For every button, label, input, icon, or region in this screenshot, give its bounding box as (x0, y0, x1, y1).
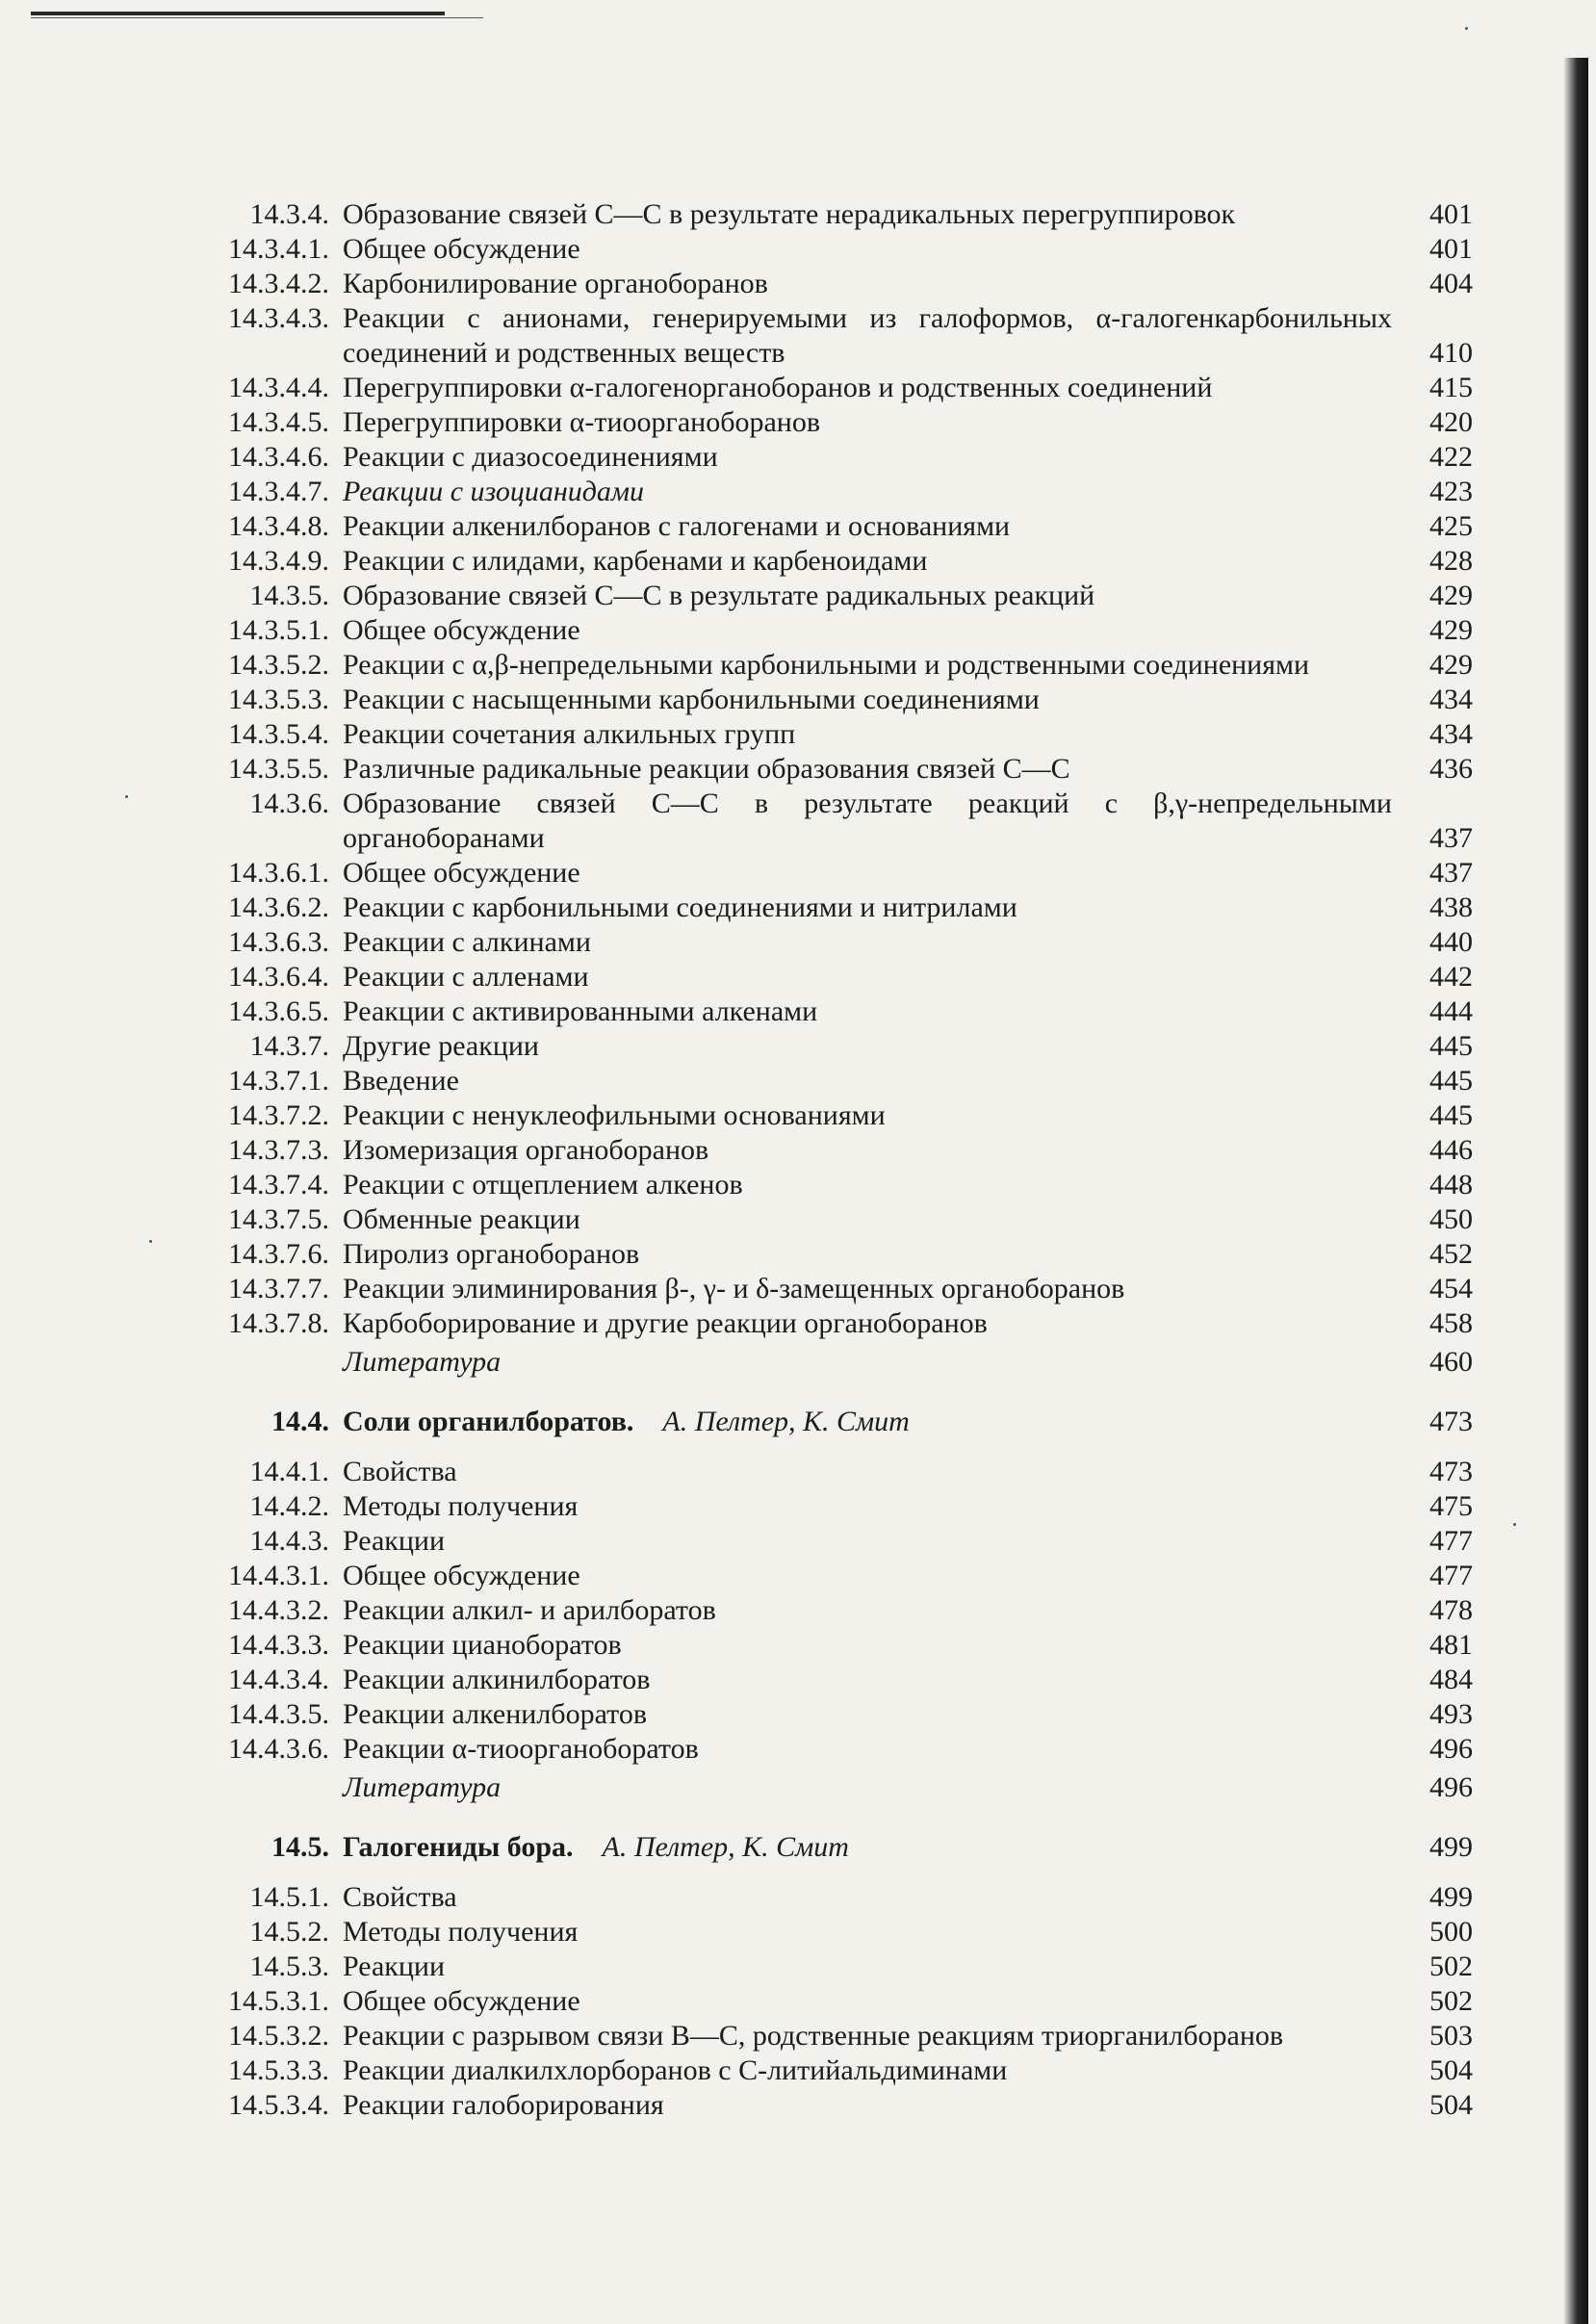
entry-title: Методы получения (343, 1916, 579, 1948)
entry-title: Перегруппировки α-тиоорганоборанов (343, 406, 821, 438)
entry-number: 14.5.3.2. (228, 2020, 329, 2052)
entry-number: 14.3.6.1. (228, 857, 329, 889)
entry-number: 14.3.5. (249, 580, 329, 611)
table-of-contents (164, 197, 1492, 2123)
entry-title: Реакции с диазосоединениями (343, 441, 718, 473)
toc-entry (164, 648, 1492, 683)
toc-entry (164, 1098, 1492, 1133)
entry-title: Свойства (343, 1881, 457, 1913)
toc-entry (164, 1732, 1492, 1767)
entry-page: 500 (1429, 1916, 1473, 1948)
entry-page: 404 (1429, 268, 1473, 299)
entry-page: 454 (1429, 1273, 1473, 1304)
entry-number: 14.4.3.4. (228, 1664, 329, 1695)
entry-title: Реакции галоборирования (343, 2089, 664, 2121)
entry-title: Карбонилирование органоборанов (343, 268, 768, 299)
entry-number: 14.3.7.4. (228, 1169, 329, 1201)
entry-title: Перегруппировки α-галогенорганоборанов и родственных соединений (343, 372, 1213, 403)
entry-number: 14.3.5.3. (228, 684, 329, 715)
toc-entry (164, 613, 1492, 648)
entry-number: 14.3.4. (249, 198, 329, 230)
entry-page: 437 (1429, 822, 1473, 854)
entry-title: Реакции диалкилхлорборанов с С-литийальдиминами (343, 2054, 1008, 2086)
entry-title: Литература (343, 1771, 502, 1803)
entry-number: 14.3.7. (249, 1030, 329, 1062)
entry-title: Общее обсуждение (343, 233, 580, 265)
entry-number (164, 1770, 337, 1805)
entry-number: 14.3.4.9. (228, 545, 329, 577)
entry-page: 440 (1429, 926, 1473, 958)
entry-number: 14.4.3.6. (228, 1733, 329, 1765)
entry-title: Реакции с анионами, генерируемыми из галоформов, α-галогенкарбонильных соединений и родственных веществ (343, 302, 1392, 369)
entry-page: 437 (1429, 857, 1473, 889)
entry-title: Обменные реакции (343, 1203, 580, 1235)
toc-entry (164, 787, 1492, 856)
entry-title: Реакции с α,β-непредельными карбонильными и родственными соединениями (343, 649, 1310, 681)
entry-page: 420 (1429, 406, 1473, 438)
entry-title: Реакции с разрывом связи В—С, родственные реакциям триорганилборанов (343, 2020, 1284, 2052)
entry-page: 429 (1429, 649, 1473, 681)
entry-title: Свойства (343, 1456, 457, 1487)
entry-page: 502 (1429, 1985, 1473, 2017)
entry-number: 14.3.6.3. (228, 926, 329, 958)
entry-page: 422 (1429, 441, 1473, 473)
entry-number: 14.4.1. (249, 1456, 329, 1487)
entry-title: Общее обсуждение (343, 857, 580, 889)
toc-entry (164, 1202, 1492, 1237)
entry-page: 475 (1429, 1490, 1473, 1522)
toc-entry (164, 1984, 1492, 2019)
entry-title: Реакции с илидами, карбенами и карбеноидами (343, 545, 928, 577)
entry-title: Реакции алкил- и арилборатов (343, 1594, 716, 1626)
toc-entry (164, 579, 1492, 613)
toc-section-heading (164, 1405, 1492, 1439)
entry-title: Реакции цианоборатов (343, 1629, 622, 1661)
entry-title: Реакции алкенилборанов с галогенами и основаниями (343, 510, 1011, 542)
toc-entry (164, 925, 1492, 960)
toc-entry (164, 752, 1492, 787)
speck (125, 795, 128, 798)
toc-entry (164, 2053, 1492, 2088)
entry-number: 14.3.4.4. (228, 372, 329, 403)
toc-entry (164, 717, 1492, 752)
entry-title: Реакции с карбонильными соединениями и нитрилами (343, 891, 1017, 923)
section-authors: А. Пелтер, К. Смит (662, 1406, 910, 1437)
toc-entry (164, 2019, 1492, 2053)
entry-number: 14.3.7.5. (228, 1203, 329, 1235)
entry-number: 14.3.7.1. (228, 1065, 329, 1097)
entry-page: 401 (1429, 233, 1473, 265)
toc-entry (164, 1029, 1492, 1064)
toc-entry (164, 1559, 1492, 1593)
entry-page: 493 (1429, 1698, 1473, 1730)
entry-page: 458 (1429, 1307, 1473, 1339)
section-title: Галогениды бора. (343, 1831, 574, 1863)
speck (1513, 1523, 1516, 1526)
entry-page: 445 (1429, 1065, 1473, 1097)
toc-entry (164, 856, 1492, 891)
entry-number: 14.3.7.6. (228, 1238, 329, 1270)
entry-page: 410 (1429, 337, 1473, 369)
entry-number: 14.4.2. (249, 1490, 329, 1522)
entry-title: Различные радикальные реакции образования связей С—С (343, 753, 1070, 785)
entry-number: 14.3.4.2. (228, 268, 329, 299)
entry-number: 14.4.3.2. (228, 1594, 329, 1626)
entry-page: 499 (1429, 1831, 1473, 1863)
toc-entry (164, 232, 1492, 267)
entry-number: 14.3.4.5. (228, 406, 329, 438)
toc-entry (164, 440, 1492, 475)
toc-entry (164, 1950, 1492, 1984)
entry-title: Карбоборирование и другие реакции органоборанов (343, 1307, 988, 1339)
entry-number: 14.3.6.5. (228, 995, 329, 1027)
entry-page: 442 (1429, 961, 1473, 993)
entry-page: 446 (1429, 1134, 1473, 1166)
entry-page: 415 (1429, 372, 1473, 403)
entry-title: Реакции с алленами (343, 961, 589, 993)
entry-title: Литература (343, 1346, 502, 1378)
entry-page: 473 (1429, 1406, 1473, 1437)
entry-number: 14.3.4.8. (228, 510, 329, 542)
entry-number: 14.3.7.2. (228, 1099, 329, 1131)
toc-entry (164, 371, 1492, 405)
entry-page: 429 (1429, 614, 1473, 646)
toc-entry (164, 1880, 1492, 1915)
toc-entry (164, 1524, 1492, 1559)
toc-entry (164, 891, 1492, 925)
toc-entry (164, 405, 1492, 440)
entry-number: 14.3.6. (249, 788, 329, 819)
entry-number: 14.4.3.3. (228, 1629, 329, 1661)
entry-page: 423 (1429, 476, 1473, 507)
entry-page: 429 (1429, 580, 1473, 611)
entry-page: 499 (1429, 1881, 1473, 1913)
entry-number: 14.3.5.2. (228, 649, 329, 681)
entry-number: 14.3.5.5. (228, 753, 329, 785)
toc-entry (164, 301, 1492, 371)
toc-entry (164, 1272, 1492, 1306)
toc-entry (164, 1593, 1492, 1628)
entry-page: 445 (1429, 1099, 1473, 1131)
entry-title: Общее обсуждение (343, 1560, 580, 1591)
entry-title: Реакции алкинилборатов (343, 1664, 651, 1695)
entry-number: 14.4.3.5. (228, 1698, 329, 1730)
entry-page: 504 (1429, 2089, 1473, 2121)
entry-number: 14.5.3. (249, 1950, 329, 1982)
entry-page: 450 (1429, 1203, 1473, 1235)
entry-title: Введение (343, 1065, 459, 1097)
toc-entry (164, 994, 1492, 1029)
entry-title (337, 1830, 1405, 1865)
entry-number: 14.4. (271, 1406, 329, 1437)
entry-page: 438 (1429, 891, 1473, 923)
toc-entry (164, 1489, 1492, 1524)
entry-title: Реакции элиминирования β-, γ- и δ-замещенных органоборанов (343, 1273, 1125, 1304)
toc-entry (164, 1915, 1492, 1950)
toc-entry (164, 683, 1492, 717)
entry-number: 14.5.3.4. (228, 2089, 329, 2121)
entry-title: Реакции с алкинами (343, 926, 591, 958)
entry-number: 14.3.4.7. (228, 476, 329, 507)
entry-title: Реакции с активированными алкенами (343, 995, 818, 1027)
entry-number (164, 1345, 337, 1380)
toc-entry (164, 1133, 1492, 1168)
entry-title: Реакции α-тиоорганоборатов (343, 1733, 699, 1765)
entry-page: 481 (1429, 1629, 1473, 1661)
entry-page: 496 (1429, 1771, 1473, 1803)
entry-number: 14.4.3. (249, 1525, 329, 1557)
speck (149, 1240, 152, 1243)
entry-page: 460 (1429, 1346, 1473, 1378)
entry-title: Реакции (343, 1950, 446, 1982)
entry-number: 14.3.5.1. (228, 614, 329, 646)
entry-page: 477 (1429, 1560, 1473, 1591)
speck (1465, 27, 1468, 30)
entry-number: 14.3.6.2. (228, 891, 329, 923)
toc-entry (164, 1697, 1492, 1732)
entry-title: Реакции (343, 1525, 446, 1557)
toc-entry (164, 2088, 1492, 2123)
top-rule (31, 12, 445, 15)
entry-number: 14.4.3.1. (228, 1560, 329, 1591)
toc-entry (164, 1237, 1492, 1272)
toc-entry (164, 1455, 1492, 1489)
entry-title: Образование связей С—С в результате нерадикальных перегруппировок (343, 198, 1236, 230)
entry-number: 14.5.2. (249, 1916, 329, 1948)
entry-title: Общее обсуждение (343, 1985, 580, 2017)
entry-title: Образование связей С—С в результате реакций с β,γ-непредельными органоборанами (343, 788, 1392, 854)
entry-title: Реакции с изоцианидами (343, 476, 645, 507)
toc-literature-entry (164, 1770, 1492, 1805)
toc-entry (164, 1306, 1492, 1341)
toc-entry (164, 544, 1492, 579)
entry-page: 477 (1429, 1525, 1473, 1557)
entry-number: 14.3.4.3. (228, 302, 329, 334)
entry-page: 484 (1429, 1664, 1473, 1695)
entry-number: 14.5.3.3. (228, 2054, 329, 2086)
entry-page: 401 (1429, 198, 1473, 230)
entry-page: 436 (1429, 753, 1473, 785)
entry-number: 14.3.7.3. (228, 1134, 329, 1166)
entry-title: Методы получения (343, 1490, 579, 1522)
entry-title: Реакции с насыщенными карбонильными соединениями (343, 684, 1040, 715)
entry-page: 445 (1429, 1030, 1473, 1062)
toc-entry (164, 197, 1492, 232)
toc-entry (164, 509, 1492, 544)
entry-page: 448 (1429, 1169, 1473, 1201)
toc-entry (164, 475, 1492, 509)
entry-page: 452 (1429, 1238, 1473, 1270)
toc-entry (164, 267, 1492, 301)
toc-literature-entry (164, 1345, 1492, 1380)
entry-page: 496 (1429, 1733, 1473, 1765)
entry-page: 428 (1429, 545, 1473, 577)
entry-page: 504 (1429, 2054, 1473, 2086)
entry-number: 14.3.5.4. (228, 718, 329, 750)
entry-title: Пиролиз органоборанов (343, 1238, 640, 1270)
entry-number: 14.3.7.8. (228, 1307, 329, 1339)
entry-title: Образование связей С—С в результате радикальных реакций (343, 580, 1095, 611)
entry-number: 14.5.1. (249, 1881, 329, 1913)
toc-section-heading (164, 1830, 1492, 1865)
top-rule-thin (31, 17, 483, 18)
toc-entry (164, 1064, 1492, 1098)
toc-entry (164, 1168, 1492, 1202)
entry-title: Другие реакции (343, 1030, 539, 1062)
page-edge-shadow (1563, 58, 1588, 2324)
entry-number: 14.3.4.6. (228, 441, 329, 473)
toc-entry (164, 1663, 1492, 1697)
entry-title: Изомеризация органоборанов (343, 1134, 709, 1166)
section-authors: А. Пелтер, К. Смит (602, 1831, 849, 1863)
entry-number: 14.3.6.4. (228, 961, 329, 993)
entry-title (337, 1405, 1405, 1439)
entry-title: Реакции сочетания алкильных групп (343, 718, 796, 750)
entry-number: 14.5. (271, 1831, 329, 1863)
entry-number: 14.5.3.1. (228, 1985, 329, 2017)
entry-page: 434 (1429, 684, 1473, 715)
section-title: Соли органилборатов. (343, 1406, 634, 1437)
entry-page: 444 (1429, 995, 1473, 1027)
entry-page: 425 (1429, 510, 1473, 542)
entry-title: Реакции с отщеплением алкенов (343, 1169, 743, 1201)
entry-title: Реакции с ненуклеофильными основаниями (343, 1099, 886, 1131)
entry-number: 14.3.7.7. (228, 1273, 329, 1304)
entry-title: Реакции алкенилборатов (343, 1698, 647, 1730)
entry-number: 14.3.4.1. (228, 233, 329, 265)
entry-page: 434 (1429, 718, 1473, 750)
entry-page: 478 (1429, 1594, 1473, 1626)
toc-entry (164, 1628, 1492, 1663)
entry-page: 503 (1429, 2020, 1473, 2052)
toc-entry (164, 960, 1492, 994)
entry-page: 473 (1429, 1456, 1473, 1487)
entry-page: 502 (1429, 1950, 1473, 1982)
entry-title: Общее обсуждение (343, 614, 580, 646)
